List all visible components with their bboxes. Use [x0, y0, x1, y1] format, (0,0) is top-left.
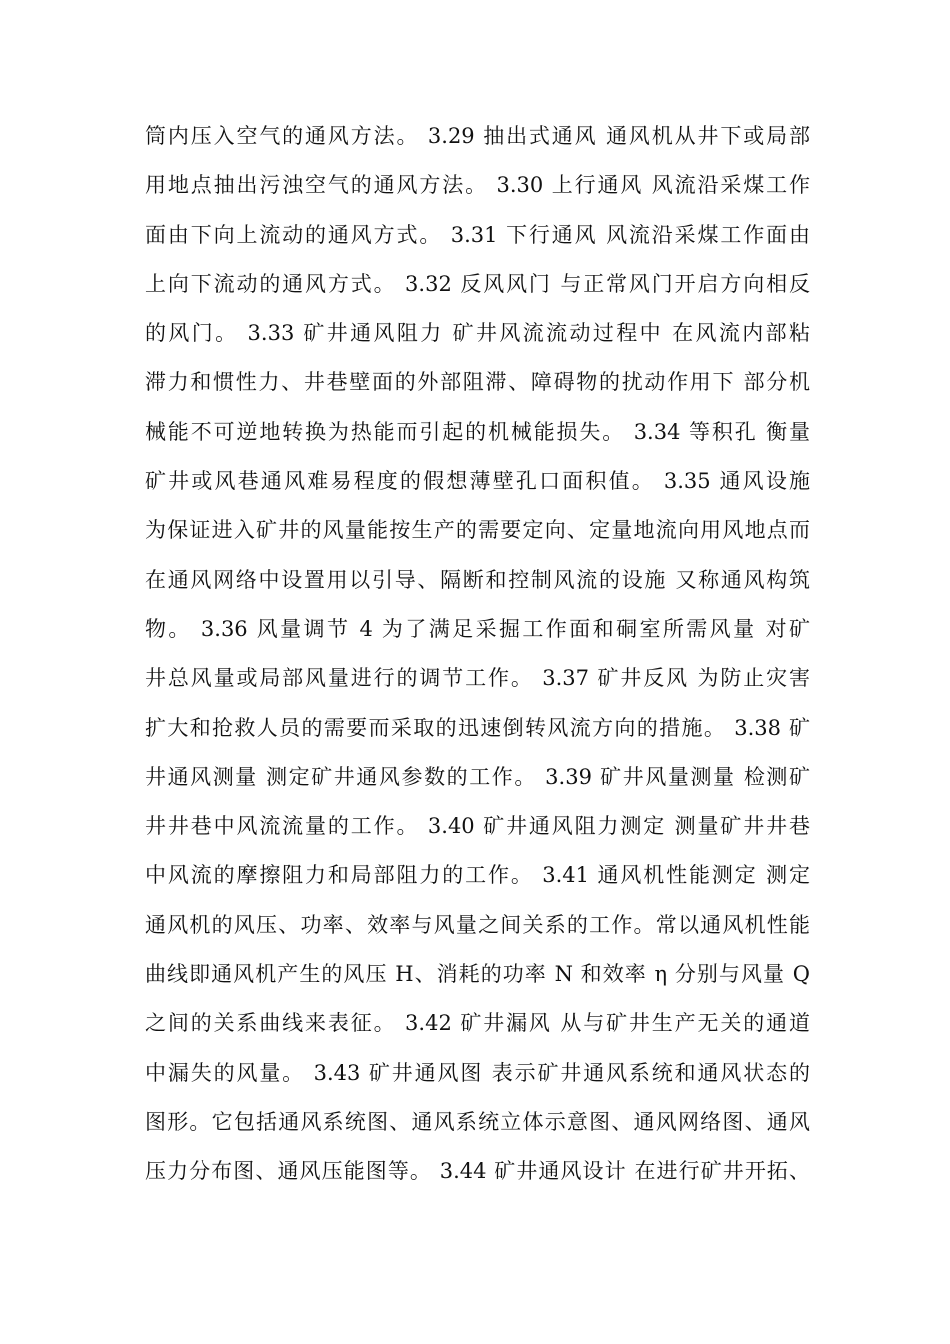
text-line: 矿井或风巷通风难易程度的假想薄壁孔口面积值。 3.35 通风设施 [145, 469, 810, 494]
text-line: 为保证进入矿井的风量能按生产的需要定向、定量地流向用风地点而 [145, 518, 810, 543]
text-line: 井通风测量 测定矿井通风参数的工作。 3.39 矿井风量测量 检测矿 [145, 764, 810, 789]
text-line: 筒内压入空气的通风方法。 3.29 抽出式通风 通风机从井下或局部 [145, 124, 810, 148]
body-text [145, 118, 810, 1203]
text-line: 中漏失的风量。 3.43 矿井通风图 表示矿井通风系统和通风状态的 [145, 1060, 810, 1085]
text-line: 曲线即通风机产生的风压 H、消耗的功率 N 和效率 η 分别与风量 Q [145, 962, 810, 987]
text-line: 井总风量或局部风量进行的调节工作。 3.37 矿井反风 为防止灾害 [145, 666, 810, 691]
text-line: 之间的关系曲线来表征。 3.42 矿井漏风 从与矿井生产无关的通道 [145, 1011, 810, 1036]
text-line: 在通风网络中设置用以引导、隔断和控制风流的设施 又称通风构筑 [145, 567, 810, 592]
text-line: 械能不可逆地转换为热能而引起的机械能损失。 3.34 等积孔 衡量 [145, 419, 810, 444]
text-line: 压力分布图、通风压能图等。 3.44 矿井通风设计 在进行矿井开拓、 [145, 1159, 810, 1184]
text-line: 面由下向上流动的通风方式。 3.31 下行通风 风流沿采煤工作面由 [145, 222, 810, 247]
text-line: 滞力和惯性力、井巷壁面的外部阻滞、障碍物的扰动作用下 部分机 [145, 370, 810, 395]
text-line: 上向下流动的通风方式。 3.32 反风风门 与正常风门开启方向相反 [145, 271, 810, 296]
text-line: 井井巷中风流流量的工作。 3.40 矿井通风阻力测定 测量矿井井巷 [145, 814, 810, 839]
text-line: 用地点抽出污浊空气的通风方法。 3.30 上行通风 风流沿采煤工作 [145, 173, 810, 198]
text-line: 通风机的风压、功率、效率与风量之间关系的工作。常以通风机性能 [145, 912, 810, 937]
text-line: 扩大和抢救人员的需要而采取的迅速倒转风流方向的措施。 3.38 矿 [145, 715, 810, 740]
text-line: 物。 3.36 风量调节 4 为了满足采掘工作面和硐室所需风量 对矿 [145, 616, 810, 641]
text-line: 中风流的摩擦阻力和局部阻力的工作。 3.41 通风机性能测定 测定 [145, 863, 810, 888]
text-line: 图形。它包括通风系统图、通风系统立体示意图、通风网络图、通风 [145, 1109, 810, 1134]
text-line: 的风门。 3.33 矿井通风阻力 矿井风流流动过程中 在风流内部粘 [145, 321, 810, 346]
